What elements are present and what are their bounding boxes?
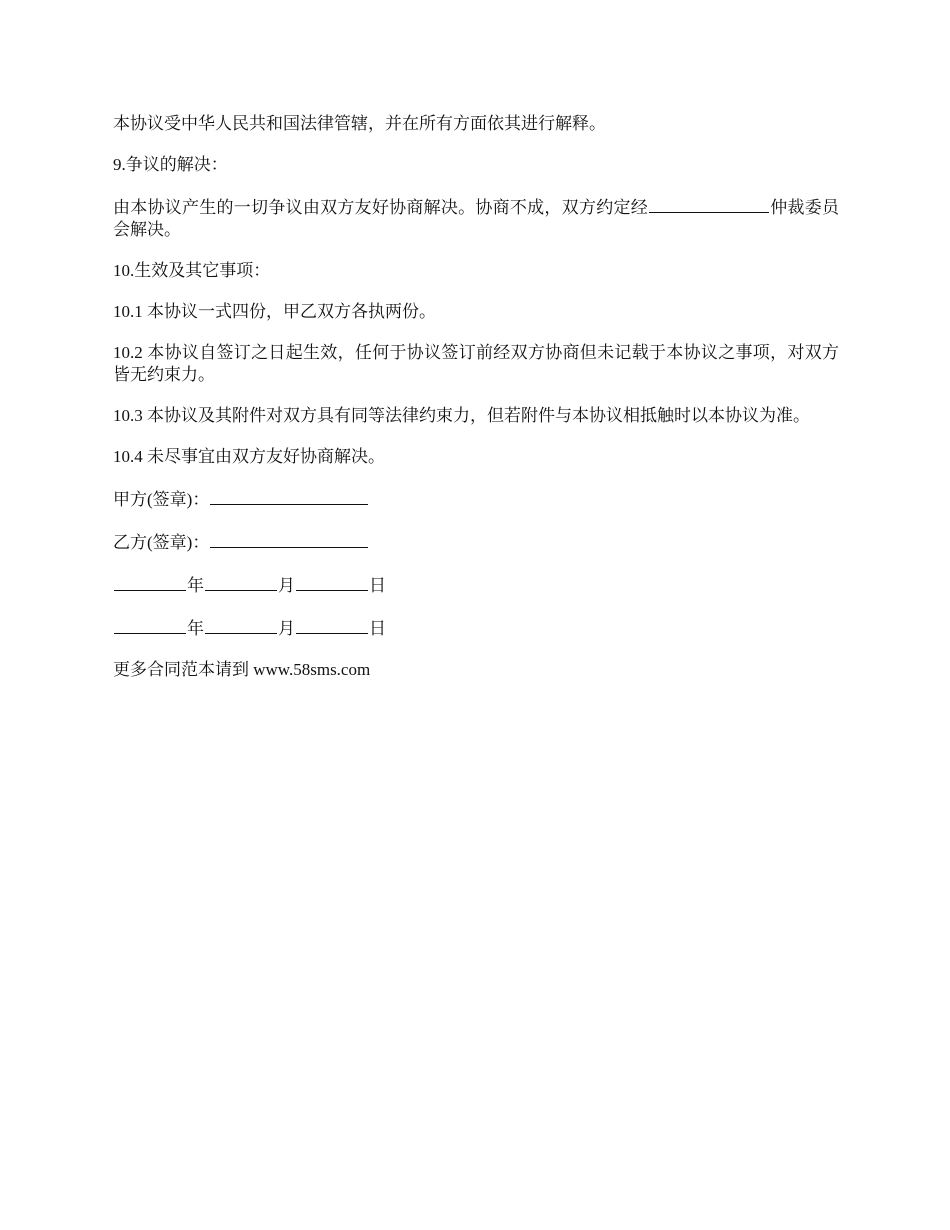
- dispute-text-start: 由本协议产生的一切争议由双方友好协商解决。协商不成，双方约定经: [113, 198, 648, 217]
- party-b-signature-line: [113, 530, 839, 554]
- day-label: 日: [369, 576, 386, 595]
- clause-10-1: 10.1 本协议一式四份，甲乙双方各执两份。: [113, 302, 436, 321]
- dispute-resolution-clause: [113, 195, 839, 241]
- day-blank: [296, 616, 368, 634]
- footer-note: 更多合同范本请到 www.58sms.com: [113, 660, 371, 679]
- governing-law-clause: 本协议受中华人民共和国法律管辖，并在所有方面依其进行解释。: [113, 114, 606, 133]
- month-blank: [205, 573, 277, 591]
- party-b-signature-label: 乙方(签章)：: [113, 533, 210, 552]
- party-a-signature-line: [113, 487, 839, 511]
- year-blank: [114, 616, 186, 634]
- party-a-signature-label: 甲方(签章)：: [113, 490, 210, 509]
- party-b-signature-blank: [210, 530, 368, 548]
- day-label: 日: [369, 619, 386, 638]
- month-label: 月: [278, 576, 295, 595]
- date-line-1: [113, 573, 839, 597]
- section-10-heading: 10.生效及其它事项：: [113, 261, 271, 280]
- document-body: [113, 113, 839, 700]
- arbitration-commission-blank: [649, 195, 769, 213]
- year-blank: [114, 573, 186, 591]
- year-label: 年: [187, 576, 204, 595]
- month-label: 月: [278, 619, 295, 638]
- dispute-text-end: 仲裁委员会解决。: [113, 198, 840, 239]
- month-blank: [205, 616, 277, 634]
- day-blank: [296, 573, 368, 591]
- year-label: 年: [187, 619, 204, 638]
- section-9-heading: 9.争议的解决：: [113, 155, 228, 174]
- clause-10-2: 10.2 本协议自签订之日起生效，任何于协议签订前经双方协商但未记载于本协议之事项，对双方皆无约束力。: [113, 343, 839, 384]
- party-a-signature-blank: [210, 487, 368, 505]
- clause-10-3: 10.3 本协议及其附件对双方具有同等法律约束力，但若附件与本协议相抵触时以本协议为准。: [113, 406, 810, 425]
- clause-10-4: 10.4 未尽事宜由双方友好协商解决。: [113, 447, 385, 466]
- date-line-2: [113, 616, 839, 640]
